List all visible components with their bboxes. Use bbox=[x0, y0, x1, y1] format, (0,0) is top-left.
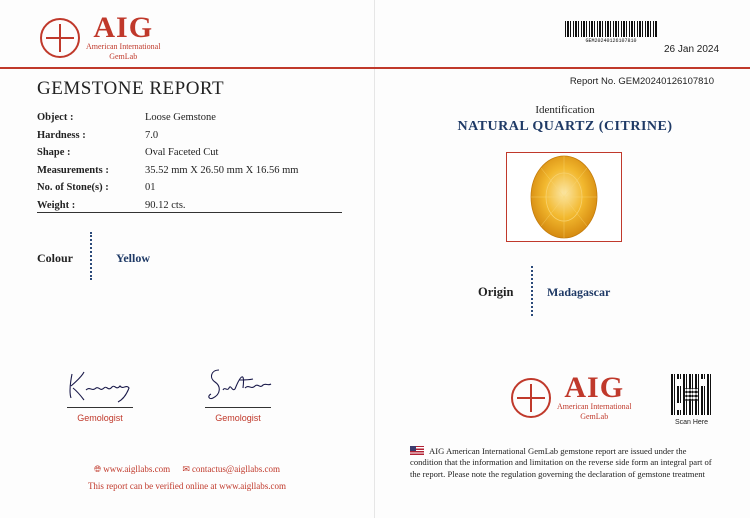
aig-seal-icon bbox=[40, 18, 80, 58]
colour-value: Yellow bbox=[116, 251, 150, 265]
logo-name: AIG bbox=[564, 371, 625, 404]
table-row bbox=[37, 127, 298, 145]
logo-tagline-2: GemLab bbox=[580, 412, 609, 421]
qr-caption: Scan Here bbox=[674, 419, 709, 426]
logo-tagline-1: American International bbox=[86, 42, 161, 51]
logo-name: AIG bbox=[93, 11, 154, 44]
contact-line bbox=[0, 464, 374, 475]
detail-value: Oval Faceted Cut bbox=[145, 147, 219, 159]
detail-label: Measurements : bbox=[37, 164, 109, 176]
disclaimer bbox=[410, 446, 715, 480]
page-title: GEMSTONE REPORT bbox=[37, 78, 225, 99]
origin-label: Origin bbox=[478, 285, 514, 299]
detail-value: 90.12 cts. bbox=[145, 199, 186, 211]
us-flag-icon bbox=[410, 446, 424, 455]
table-row bbox=[37, 179, 298, 197]
origin-value: Madagascar bbox=[547, 285, 611, 299]
identification-value: NATURAL QUARTZ (CITRINE) bbox=[457, 119, 673, 134]
details-divider bbox=[37, 212, 342, 213]
detail-value: Loose Gemstone bbox=[145, 112, 216, 124]
signature-line-1 bbox=[67, 407, 133, 408]
detail-label: No. of Stone(s) : bbox=[37, 182, 109, 194]
logo-tagline-2: GemLab bbox=[109, 52, 138, 61]
report-date: 26 Jan 2024 bbox=[664, 44, 720, 55]
colour-label: Colour bbox=[37, 251, 73, 265]
citrine-stone-icon bbox=[529, 154, 599, 240]
details-table bbox=[37, 109, 298, 214]
header-divider bbox=[0, 67, 750, 69]
table-row bbox=[37, 144, 298, 162]
gemologist-caption-2: Gemologist bbox=[215, 413, 261, 423]
detail-label: Object : bbox=[37, 112, 74, 124]
detail-value: 35.52 mm X 26.50 mm X 16.56 mm bbox=[145, 164, 299, 176]
origin-dotted-divider bbox=[531, 266, 533, 316]
gemologist-signature-1 bbox=[66, 366, 136, 404]
table-row bbox=[37, 162, 298, 180]
website-link[interactable] bbox=[94, 464, 170, 474]
gemologist-signature-2 bbox=[205, 364, 275, 406]
verify-note: This report can be verified online at www.aigllabs.com bbox=[87, 481, 287, 491]
disclaimer-text: AIG American International GemLab gemstone report are issued under the condition that the information and limitation on the reverse side form an integral part of the report. Please note the regulation governing the declaration of gemstone treatment bbox=[410, 446, 712, 479]
gemstone-photo bbox=[506, 152, 622, 242]
logo-tagline-1: American International bbox=[557, 402, 632, 411]
colour-dotted-divider bbox=[90, 232, 92, 280]
aig-seal-icon bbox=[511, 378, 551, 418]
detail-label: Weight : bbox=[37, 199, 76, 211]
email-text: contactus@aigllabs.com bbox=[191, 464, 280, 474]
barcode-number: GEM20240126107810 bbox=[585, 38, 637, 44]
table-row bbox=[37, 109, 298, 127]
qr-code[interactable] bbox=[671, 374, 712, 415]
email-link[interactable] bbox=[182, 464, 280, 474]
detail-value: 01 bbox=[145, 182, 156, 194]
website-text: www.aigllabs.com bbox=[103, 464, 171, 474]
detail-value: 7.0 bbox=[145, 129, 159, 141]
envelope-icon: ✉ bbox=[182, 464, 190, 474]
aig-logo bbox=[40, 11, 161, 62]
gemologist-caption-1: Gemologist bbox=[77, 413, 123, 423]
identification-label: Identification bbox=[535, 104, 595, 116]
aig-logo-secondary bbox=[511, 371, 632, 422]
detail-label: Hardness : bbox=[37, 129, 86, 141]
globe-icon: 🌐︎ bbox=[94, 464, 102, 474]
report-number: Report No. GEM20240126107810 bbox=[569, 76, 714, 87]
signature-line-2 bbox=[205, 407, 271, 408]
detail-label: Shape : bbox=[37, 147, 71, 159]
barcode bbox=[565, 21, 657, 37]
